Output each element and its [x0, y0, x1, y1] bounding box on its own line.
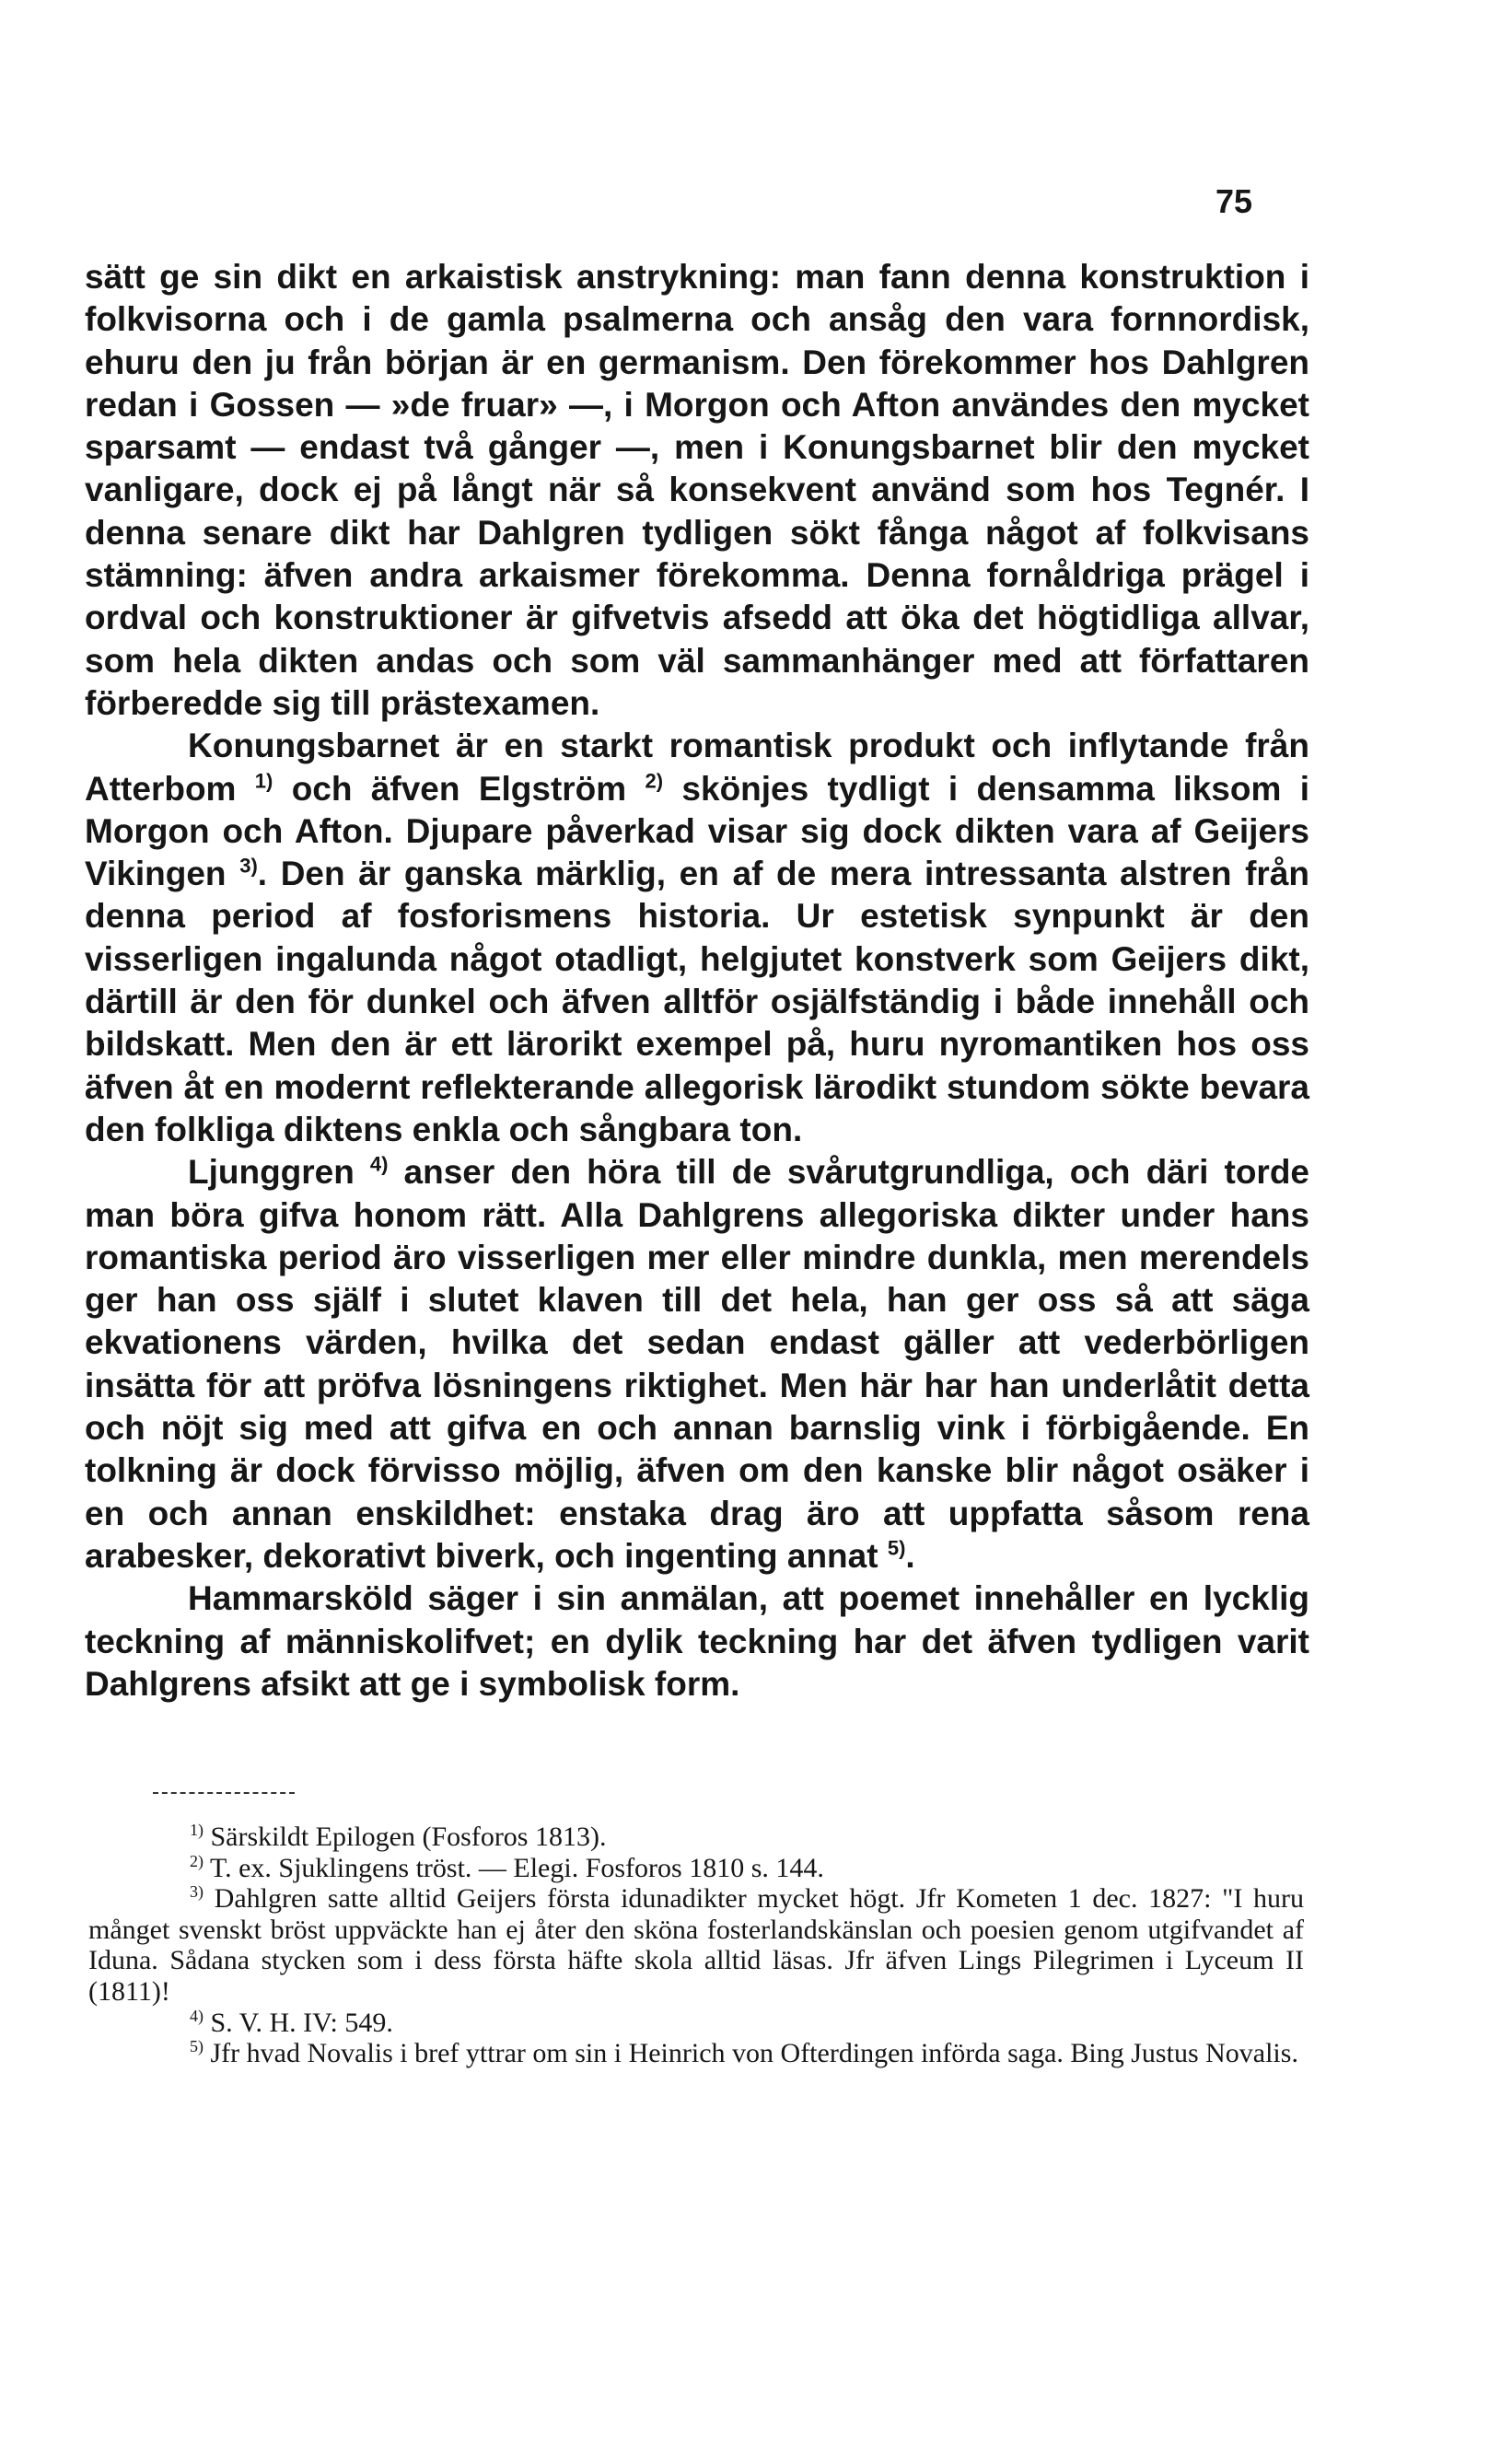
text-run: anser den höra till de svårutgrundliga, och däri torde man böra gifva honom rätt. Alla Dahlgrens allegoriska dikter under hans romantiska period äro visserligen mer eller mindre dunkla, men merendels ger han oss själf i slutet klaven till det hela, han ger oss så att säga ekvationens värden, hvilka det sedan endast gäller att vederbörligen insätta för att pröfva lösningens riktighet. Men här har han underlåtit detta och nöjt sig med att gifva en och annan barnslig vink i förbigående. En tolkning är dock förvisso möjlig, äfven om den kanske blir något osäker i en och annan enskildhet: enstaka drag äro att uppfatta såsom rena arabesker, dekorativt biverk, och ingenting annat	[85, 1153, 1309, 1575]
footnote-text: Dahlgren satte alltid Geijers första idunadikter mycket högt. Jfr Kometen 1 dec. 1827: "I huru månget svenskt bröst uppväckte han ej åter den sköna fosterlandskänslan och poesien genom utgifvandet af Iduna. Sådana stycken som i dess första häfte skola alltid läsas. Jfr äfven Lings Pilegrimen i Lyceum II (1811)!	[88, 1883, 1305, 2007]
text-run: sätt ge sin dikt en arkaistisk anstrykning: man fann denna konstruktion i folkvisorna och i de gamla psalmerna och ansåg den vara fornnordisk, ehuru den ju från början är en germanism. Den förekommer hos Dahlgren redan i Gossen — »de fruar» —, i Morgon och Afton användes den mycket sparsamt — endast två gånger —, men i Konungsbarnet blir den mycket vanligare, dock ej på långt när så konsekvent använd som hos Tegnér. I denna senare dikt har Dahlgren tydligen sökt fånga något af folkvisans stämning: äfven andra arkaismer förekomma. Denna fornåldriga prägel i ordval och konstruktioner är gifvetvis afsedd att öka det högtidliga allvar, som hela dikten andas och som väl sammanhänger med att författaren förberedde sig till prästexamen.	[85, 258, 1309, 722]
footnote-text: Jfr hvad Novalis i bref yttrar om sin i Heinrich von Ofterdingen införda saga. Bing Justus Novalis.	[210, 2038, 1298, 2069]
paragraph-3	[85, 1151, 1309, 1578]
footnote-text: T. ex. Sjuklingens tröst. — Elegi. Fosforos 1810 s. 144.	[209, 1852, 824, 1883]
footnote-ref-4: 4)	[369, 1152, 389, 1176]
footnotes	[88, 1822, 1304, 2069]
text-run: .	[905, 1536, 915, 1575]
page-number: 75	[1215, 182, 1253, 220]
footnote-3	[88, 1883, 1304, 2007]
footnote-mark: 2)	[190, 1851, 204, 1870]
paragraph-2	[85, 725, 1309, 1151]
text-run: skönjes tydligt i densamma liksom i Morgon och Afton. Djupare påverkad visar sig dock dikten vara af Geijers Vikingen	[85, 769, 1309, 893]
text-run: Konungsbarnet är en starkt romantisk produkt och inflytande från Atterbom	[85, 727, 1309, 808]
footnote-ref-1: 1)	[254, 769, 273, 793]
footnote-ref-3: 3)	[239, 854, 258, 878]
text-run: Ljunggren	[188, 1153, 370, 1192]
footnote-text: S. V. H. IV: 549.	[210, 2007, 393, 2038]
footnote-2	[88, 1853, 1304, 1884]
footnote-mark: 4)	[190, 2006, 204, 2025]
text-run: och äfven Elgström	[273, 769, 646, 808]
footnote-1	[88, 1822, 1304, 1853]
footnote-mark: 1)	[190, 1821, 204, 1839]
footnote-4	[88, 2008, 1304, 2039]
footnote-5	[88, 2038, 1304, 2069]
paragraph-1	[85, 256, 1309, 725]
footnote-text: Särskildt Epilogen (Fosforos 1813).	[210, 1822, 607, 1852]
text-run: Hammarsköld säger i sin anmälan, att poemet innehåller en lycklig teckning af människolifvet; en dylik teckning har det äfven tydligen varit Dahlgrens afsikt att ge i symbolisk form.	[85, 1579, 1309, 1703]
body-text	[85, 256, 1309, 1706]
text-run: . Den är ganska märklig, en af de mera intressanta alstren från denna period af fosforismens historia. Ur estetisk synpunkt är den visserligen ingalunda något otadligt, helgjutet konstverk som Geijers dikt, därtill är den för dunkel och äfven alltför osjälfständig i både innehåll och bildskatt. Men den är ett lärorikt exempel på, huru nyromantiken hos oss äfven åt en modernt reflekterande allegorisk lärodikt stundom sökte bevara den folkliga diktens enkla och sångbara ton.	[85, 855, 1309, 1148]
paragraph-4	[85, 1578, 1309, 1706]
footnote-mark: 5)	[190, 2037, 204, 2056]
footnote-mark: 3)	[190, 1882, 204, 1902]
footnote-ref-5: 5)	[887, 1536, 906, 1560]
footnote-separator	[153, 1792, 295, 1794]
footnote-ref-2: 2)	[645, 769, 664, 793]
